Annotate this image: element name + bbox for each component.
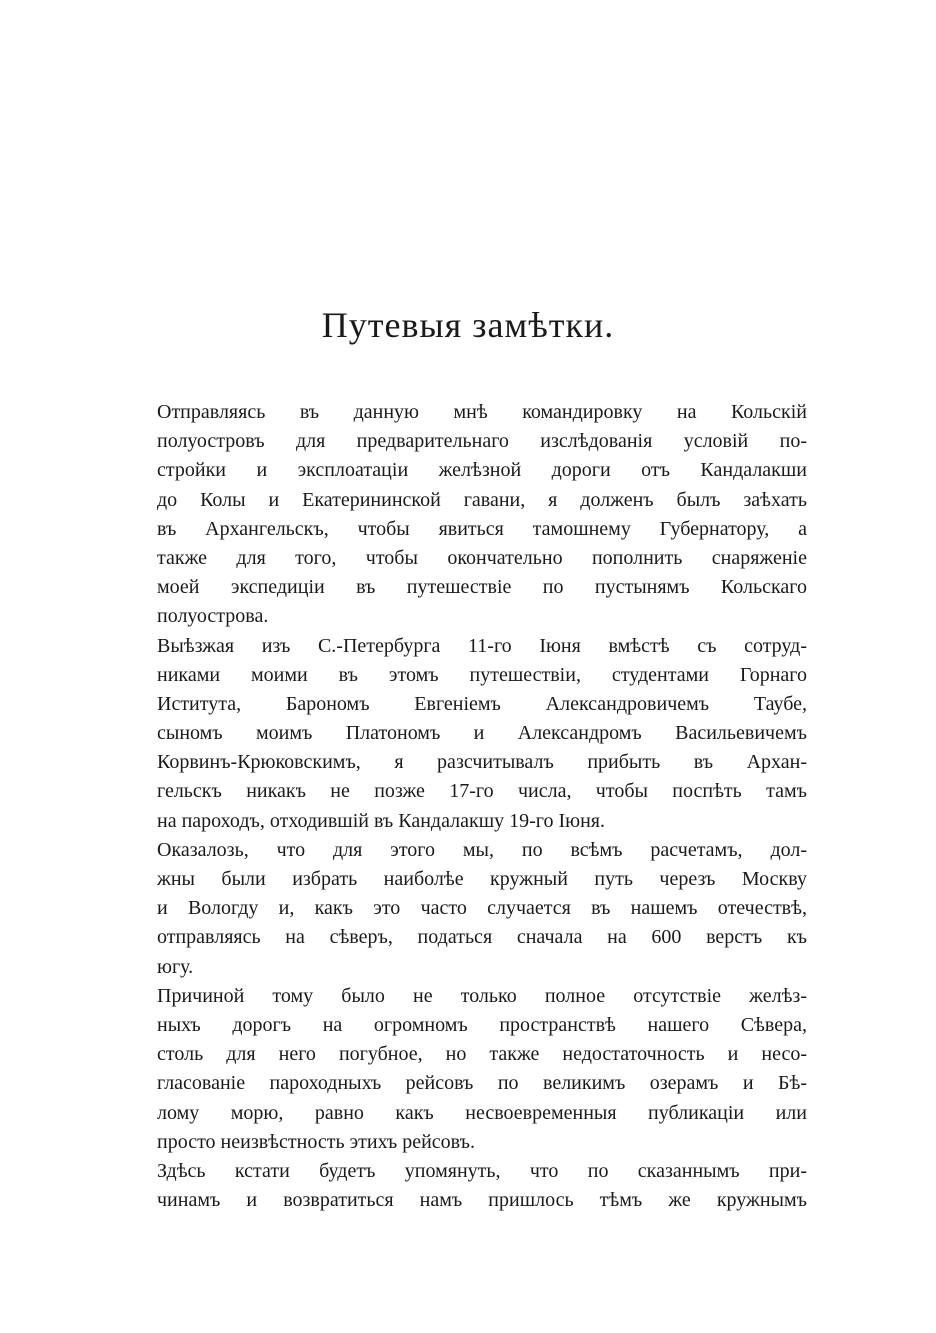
text-line: Иститута, Барономъ Евгеніемъ Александровичемъ Таубе,	[157, 692, 807, 715]
text-line: чинамъ и возвратиться намъ пришлось тѣмъ же кружнымъ	[157, 1189, 807, 1212]
text-line: полуострова.	[157, 605, 269, 628]
text-line: гласованіе пароходныхъ рейсовъ по великимъ озерамъ и Бѣ-	[157, 1072, 807, 1095]
text-line: до Колы и Екатерининской гавани, я долженъ былъ заѣхать	[157, 488, 807, 511]
text-line: ныхъ дорогъ на огромномъ пространствѣ нашего Сѣвера,	[157, 1013, 807, 1036]
page-title: Путевыя замѣтки.	[321, 305, 615, 345]
text-line: лому морю, равно какъ несвоевременныя публикаціи или	[157, 1101, 807, 1124]
text-line: столь для него погубное, но также недостаточность и несо-	[157, 1043, 807, 1066]
text-line: никами моими въ этомъ путешествіи, студентами Горнаго	[157, 663, 807, 686]
text-line: Выѣзжая изъ С.-Петербурга 11-го Іюня вмѣстѣ съ сотруд-	[157, 634, 807, 657]
text-line: моей экспедиціи въ путешествіе по пустынямъ Кольскаго	[157, 576, 807, 599]
text-line: Оказалозь, что для этого мы, по всѣмъ расчетамъ, дол-	[157, 838, 807, 861]
text-line: въ Архангельскъ, чтобы явиться тамошнему Губернатору, а	[157, 517, 807, 540]
text-line: гельскъ никакъ не позже 17-го числа, чтобы поспѣть тамъ	[157, 780, 807, 803]
text-line: жны были избрать наиболѣе кружный путь черезъ Москву	[157, 868, 807, 890]
text-line: отправляясь на сѣверъ, податься сначала на 600 верстъ къ	[157, 926, 807, 949]
text-line: югу.	[157, 955, 194, 978]
text-line: также для того, чтобы окончательно пополнить снаряженіе	[157, 546, 807, 569]
text-line: Корвинъ-Крюковскимъ, я разсчитывалъ прибыть въ Архан-	[157, 751, 807, 774]
text-line: и Вологду и, какъ это часто случается въ нашемъ отечествѣ,	[157, 897, 807, 920]
text-line: просто неизвѣстность этихъ рейсовъ.	[157, 1130, 475, 1153]
text-line: Здѣсь кстати будетъ упомянуть, что по сказаннымъ при-	[157, 1159, 807, 1182]
text-line: на пароходъ, отходившій въ Кандалакшу 19-го Іюня.	[157, 809, 605, 832]
text-line: полуостровъ для предварительнаго изслѣдованія условій по-	[157, 430, 807, 453]
body-text	[157, 398, 807, 1215]
text-line: Причиной тому было не только полное отсутствіе желѣз-	[157, 984, 807, 1007]
text-line: сыномъ моимъ Платономъ и Александромъ Васильевичемъ	[157, 722, 807, 745]
text-line: стройки и эксплоатаціи желѣзной дороги отъ Кандалакши	[157, 459, 807, 482]
text-line: Отправляясь въ данную мнѣ командировку на Кольскій	[157, 401, 807, 423]
